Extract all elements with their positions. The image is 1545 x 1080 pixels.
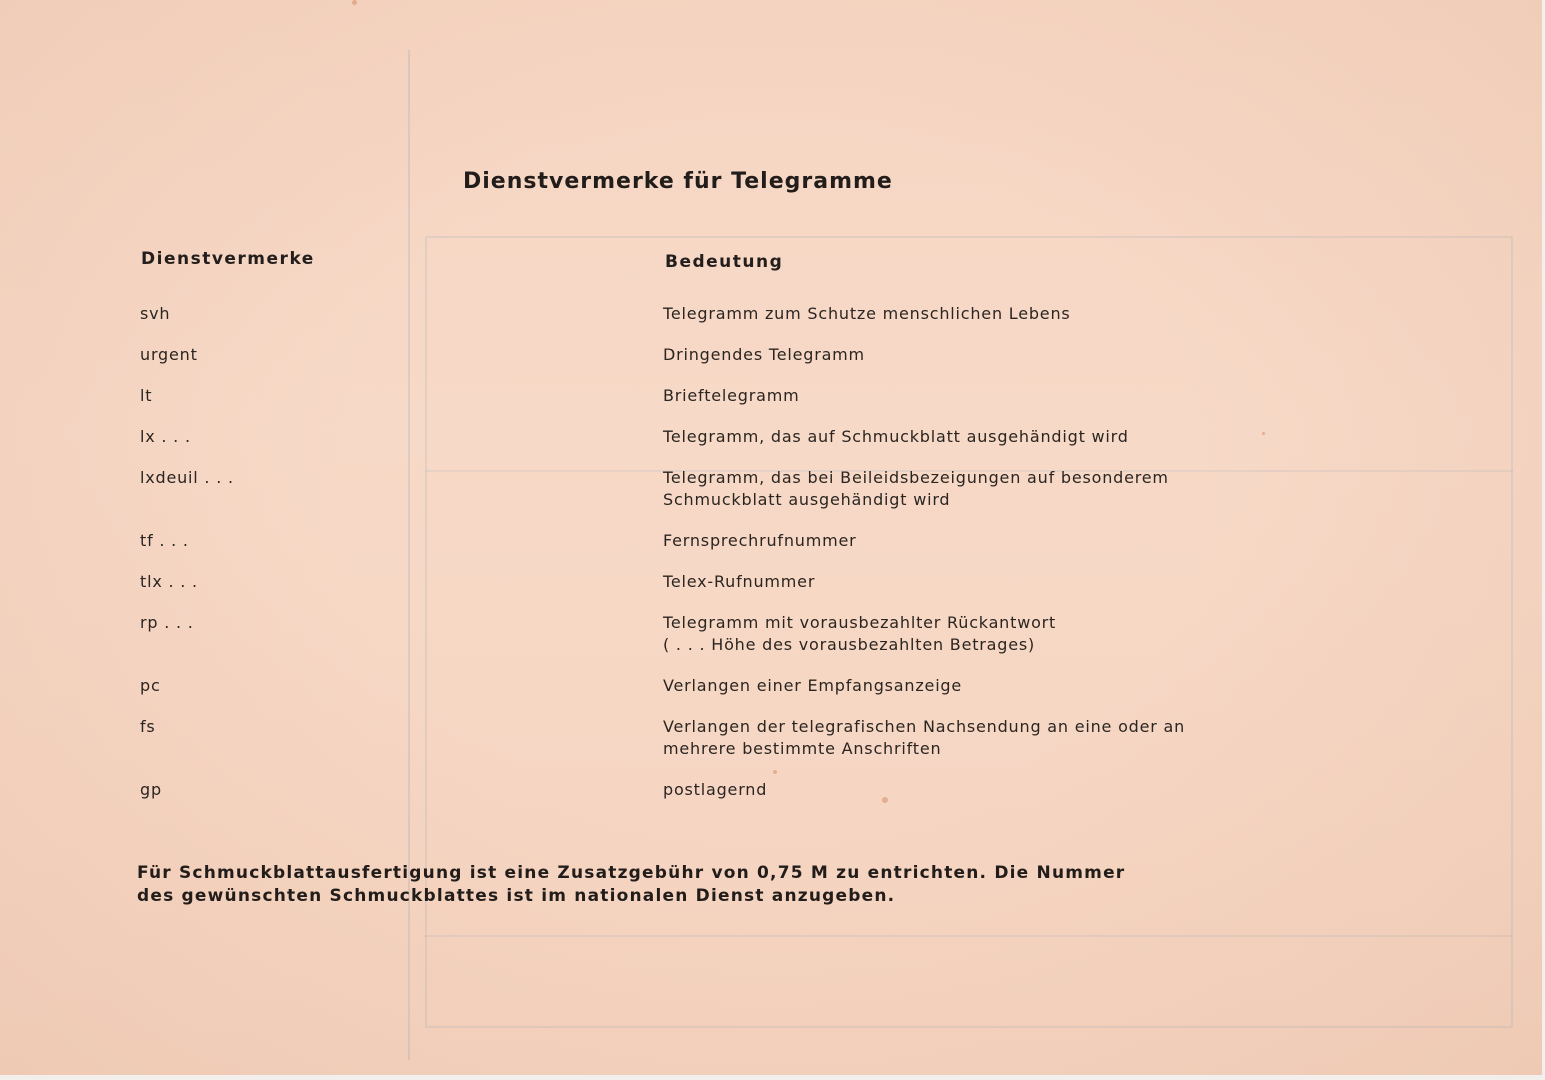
service-meaning — [663, 344, 865, 366]
table-row — [0, 716, 1542, 779]
column-header-meaning: Bedeutung — [665, 252, 784, 272]
meaning-line: Telegramm mit vorausbezahlter Rückantwort — [663, 613, 1057, 632]
table-row — [0, 612, 1542, 675]
table-row — [0, 675, 1542, 716]
service-code: tf . . . — [140, 531, 189, 550]
table-row — [0, 467, 1542, 530]
meaning-line: Telegramm, das bei Beileidsbezeigungen auf besonderem — [663, 468, 1169, 487]
meaning-line: Telex-Rufnummer — [663, 572, 816, 591]
meaning-line: Verlangen der telegrafischen Nachsendung an eine oder an — [663, 717, 1186, 736]
meaning-line: Telegramm, das auf Schmuckblatt ausgehändigt wird — [663, 427, 1129, 446]
table-row — [0, 530, 1542, 571]
table-row — [0, 385, 1542, 426]
service-code: svh — [140, 304, 171, 323]
meaning-line: Dringendes Telegramm — [663, 345, 865, 364]
table-row — [0, 303, 1542, 344]
table-row — [0, 779, 1542, 820]
paper-spot — [352, 0, 357, 5]
service-code: lx . . . — [140, 427, 191, 446]
service-meaning — [663, 779, 767, 801]
surcharge-note-line: des gewünschten Schmuckblattes ist im nationalen Dienst anzugeben. — [137, 886, 896, 906]
meaning-line: Fernsprechrufnummer — [663, 531, 857, 550]
meaning-line: Verlangen einer Empfangsanzeige — [663, 676, 963, 695]
service-meaning — [663, 426, 1129, 448]
service-code: lt — [140, 386, 153, 405]
column-header-code: Dienstvermerke — [141, 249, 315, 269]
table-row — [0, 344, 1542, 385]
service-code: tlx . . . — [140, 572, 198, 591]
surcharge-note — [137, 862, 1125, 908]
service-code: urgent — [140, 345, 198, 364]
meaning-line: postlagernd — [663, 780, 768, 799]
service-meaning — [663, 467, 1169, 511]
bleed-through-divider — [425, 935, 1513, 937]
service-notes-table — [0, 303, 1542, 820]
service-code: pc — [140, 676, 161, 695]
meaning-line: mehrere bestimmte Anschriften — [663, 739, 942, 758]
meaning-line: ( . . . Höhe des vorausbezahlten Betrages) — [663, 635, 1036, 654]
service-meaning — [663, 530, 857, 552]
meaning-line: Telegramm zum Schutze menschlichen Lebens — [663, 304, 1071, 323]
surcharge-note-line: Für Schmuckblattausfertigung ist eine Zusatzgebühr von 0,75 M zu entrichten. Die Nummer — [137, 863, 1126, 883]
service-meaning — [663, 612, 1056, 656]
table-row — [0, 571, 1542, 612]
service-meaning — [663, 571, 815, 593]
service-code: rp . . . — [140, 613, 194, 632]
service-meaning — [663, 716, 1185, 760]
service-meaning — [663, 385, 800, 407]
service-code: gp — [140, 780, 162, 799]
service-meaning — [663, 675, 962, 697]
page-title: Dienstvermerke für Telegramme — [463, 169, 893, 194]
service-code: fs — [140, 717, 156, 736]
service-code: lxdeuil . . . — [140, 468, 234, 487]
table-row — [0, 426, 1542, 467]
meaning-line: Brieftelegramm — [663, 386, 800, 405]
meaning-line: Schmuckblatt ausgehändigt wird — [663, 490, 951, 509]
service-meaning — [663, 303, 1071, 325]
